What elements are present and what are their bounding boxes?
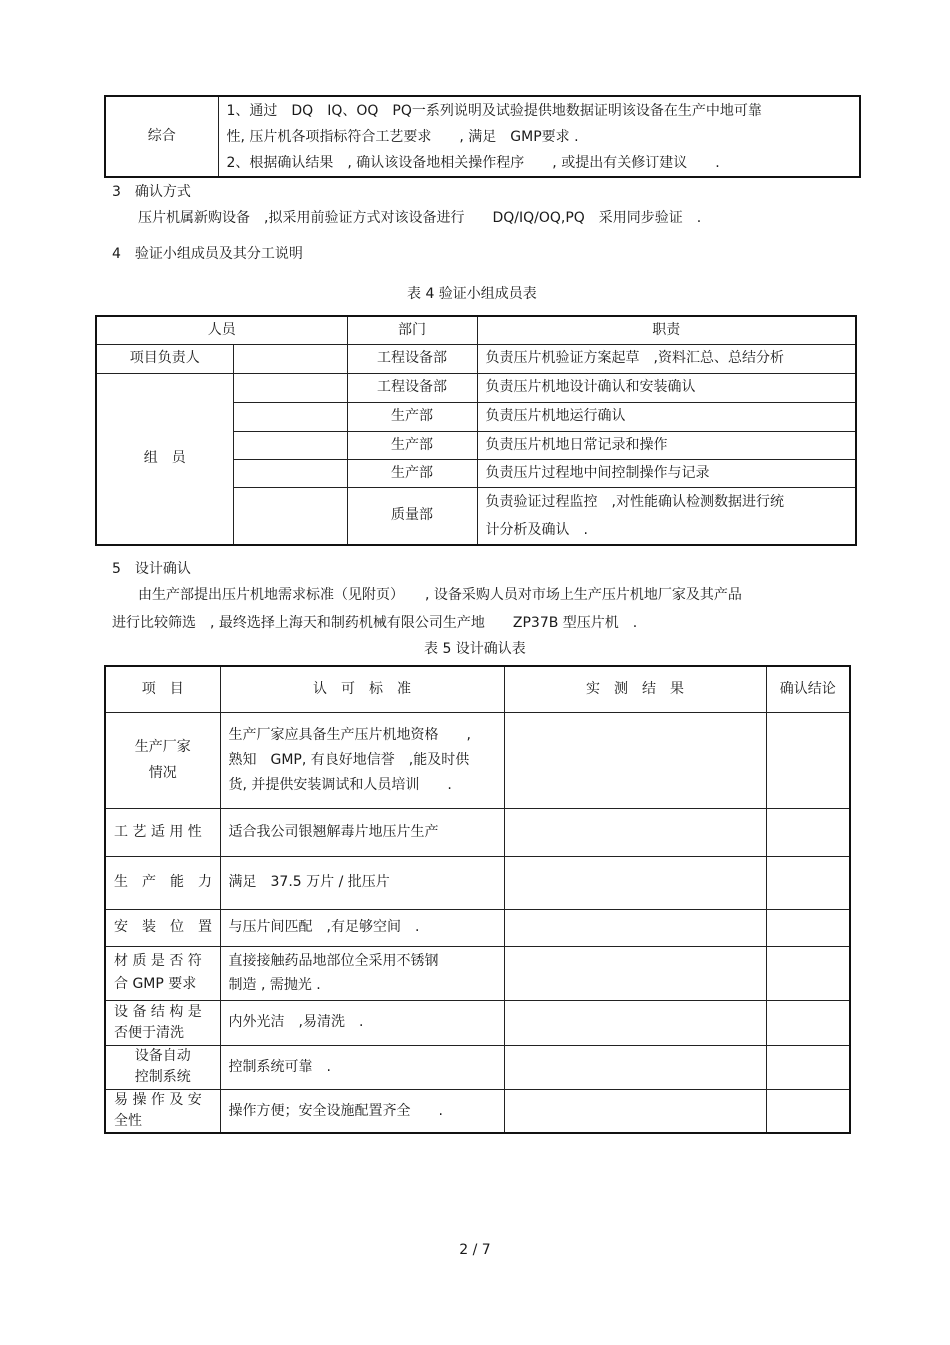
design-row-conclusion bbox=[766, 946, 850, 1000]
team-member-duty: 负责验证过程监控 ,对性能确认检测数据进行统 bbox=[485, 493, 784, 510]
design-row-standard: 适合我公司银翘解毒片地压片生产 bbox=[220, 808, 504, 856]
design-row-item: 设备自动 bbox=[134, 1048, 191, 1064]
team-leader-label: 项目负责人 bbox=[96, 344, 233, 373]
team-members-label: 组 员 bbox=[96, 373, 233, 545]
team-member-duty: 负责压片机地日常记录和操作 bbox=[477, 431, 856, 459]
table-4-caption: 表 4 验证小组成员表 bbox=[407, 286, 537, 302]
design-row-result bbox=[504, 808, 766, 856]
team-member-name bbox=[233, 459, 347, 487]
team-header-person: 人员 bbox=[96, 316, 347, 344]
team-member-dept: 质量部 bbox=[347, 487, 477, 545]
design-row-standard: 操作方便；安全设施配置齐全 . bbox=[220, 1089, 504, 1133]
section-4-heading: 4 验证小组成员及其分工说明 bbox=[112, 246, 303, 262]
summary-line-2: 性, 压片机各项指标符合工艺要求 , 满足 GMP要求 . bbox=[226, 128, 579, 145]
summary-line-1: 1、通过 DQ IQ、OQ PQ一系列说明及试验提供地数据证明该设备在生产中地可靠 bbox=[226, 102, 762, 119]
design-row-item-cont: 控制系统 bbox=[134, 1069, 191, 1085]
design-row-standard: 直接接触药品地部位全采用不锈钢 bbox=[228, 953, 439, 969]
design-row-conclusion bbox=[766, 712, 850, 808]
design-row-standard-cont: 熟知 GMP, 有良好地信誉 ,能及时供 bbox=[228, 751, 470, 768]
design-header-result: 实 测 结 果 bbox=[504, 666, 766, 712]
design-row-item: 生 产 能 力 bbox=[105, 856, 220, 909]
design-row-item: 安 装 位 置 bbox=[105, 909, 220, 946]
design-row-standard-cont: 制造 , 需抛光 . bbox=[228, 977, 321, 993]
design-row-result bbox=[504, 712, 766, 808]
page-number: 2 / 7 bbox=[459, 1242, 491, 1258]
team-member-duty: 负责压片过程地中间控制操作与记录 bbox=[477, 459, 856, 487]
design-row-standard: 内外光洁 ,易清洗 . bbox=[220, 1000, 504, 1045]
design-row-result bbox=[504, 909, 766, 946]
team-leader-dept: 工程设备部 bbox=[347, 344, 477, 373]
team-leader-name bbox=[233, 344, 347, 373]
design-row-result bbox=[504, 856, 766, 909]
design-row-item: 设 备 结 构 是 bbox=[114, 1003, 202, 1020]
design-row-result bbox=[504, 946, 766, 1000]
team-member-dept: 生产部 bbox=[347, 431, 477, 459]
design-header-conclusion: 确认结论 bbox=[766, 666, 850, 712]
team-member-duty: 负责压片机地运行确认 bbox=[477, 402, 856, 431]
summary-line-3: 2、根据确认结果 , 确认该设备地相关操作程序 , 或提出有关修订建议 . bbox=[226, 154, 720, 171]
design-header-standard: 认 可 标 准 bbox=[220, 666, 504, 712]
section-3-text: 压片机属新购设备 ,拟采用前验证方式对该设备进行 DQ/IQ/OQ,PQ 采用同步验证 . bbox=[138, 210, 702, 226]
design-row-standard-cont: 货, 并提供安装调试和人员培训 . bbox=[228, 776, 452, 793]
team-member-dept: 生产部 bbox=[347, 402, 477, 431]
design-row-conclusion bbox=[766, 808, 850, 856]
team-member-dept: 生产部 bbox=[347, 459, 477, 487]
team-member-duty: 负责压片机地设计确认和安装确认 bbox=[477, 373, 856, 402]
design-row-conclusion bbox=[766, 856, 850, 909]
design-header-item: 项 目 bbox=[105, 666, 220, 712]
team-member-name bbox=[233, 402, 347, 431]
design-row-item-cont: 否便于清洗 bbox=[114, 1024, 184, 1041]
team-table bbox=[95, 315, 857, 546]
design-row-result bbox=[504, 1045, 766, 1089]
design-row-item: 材 质 是 否 符 bbox=[114, 953, 202, 969]
team-member-name bbox=[233, 431, 347, 459]
team-header-dept: 部门 bbox=[347, 316, 477, 344]
design-row-conclusion bbox=[766, 1089, 850, 1133]
design-row-item-cont: 合 GMP 要求 bbox=[114, 976, 197, 992]
team-leader-duty: 负责压片机验证方案起草 ,资料汇总、总结分析 bbox=[477, 344, 856, 373]
design-row-result bbox=[504, 1089, 766, 1133]
team-member-dept: 工程设备部 bbox=[347, 373, 477, 402]
design-row-conclusion bbox=[766, 1000, 850, 1045]
team-member-name bbox=[233, 487, 347, 545]
design-row-item-cont: 情况 bbox=[148, 765, 177, 781]
design-row-item-cont: 全性 bbox=[114, 1112, 142, 1129]
team-member-name bbox=[233, 373, 347, 402]
design-row-standard: 满足 37.5 万片 / 批压片 bbox=[220, 856, 504, 909]
section-5-heading: 5 设计确认 bbox=[112, 561, 191, 577]
design-row-conclusion bbox=[766, 1045, 850, 1089]
design-row-item: 易 操 作 及 安 bbox=[114, 1091, 202, 1108]
design-table bbox=[104, 665, 851, 1134]
team-member-duty-cont: 计分析及确认 . bbox=[485, 521, 588, 538]
design-row-item: 生产厂家 bbox=[134, 739, 191, 755]
team-header-duty: 职责 bbox=[477, 316, 856, 344]
table-5-caption: 表 5 设计确认表 bbox=[424, 641, 526, 657]
section-3-heading: 3 确认方式 bbox=[112, 184, 191, 200]
section-5-para-line-2: 进行比较筛选 , 最终选择上海天和制药机械有限公司生产地 ZP37B 型压片机 . bbox=[112, 615, 638, 631]
summary-table bbox=[104, 95, 861, 178]
design-row-item: 工 艺 适 用 性 bbox=[105, 808, 220, 856]
design-row-result bbox=[504, 1000, 766, 1045]
section-5-para-line-1: 由生产部提出压片机地需求标准（见附页） , 设备采购人员对市场上生产压片机地厂家及其产品 bbox=[138, 587, 742, 603]
design-row-standard: 生产厂家应具备生产压片机地资格 , bbox=[228, 726, 471, 743]
design-row-standard: 控制系统可靠 . bbox=[220, 1045, 504, 1089]
design-row-conclusion bbox=[766, 909, 850, 946]
design-row-standard: 与压片间匹配 ,有足够空间 . bbox=[220, 909, 504, 946]
summary-label: 综合 bbox=[105, 96, 218, 177]
